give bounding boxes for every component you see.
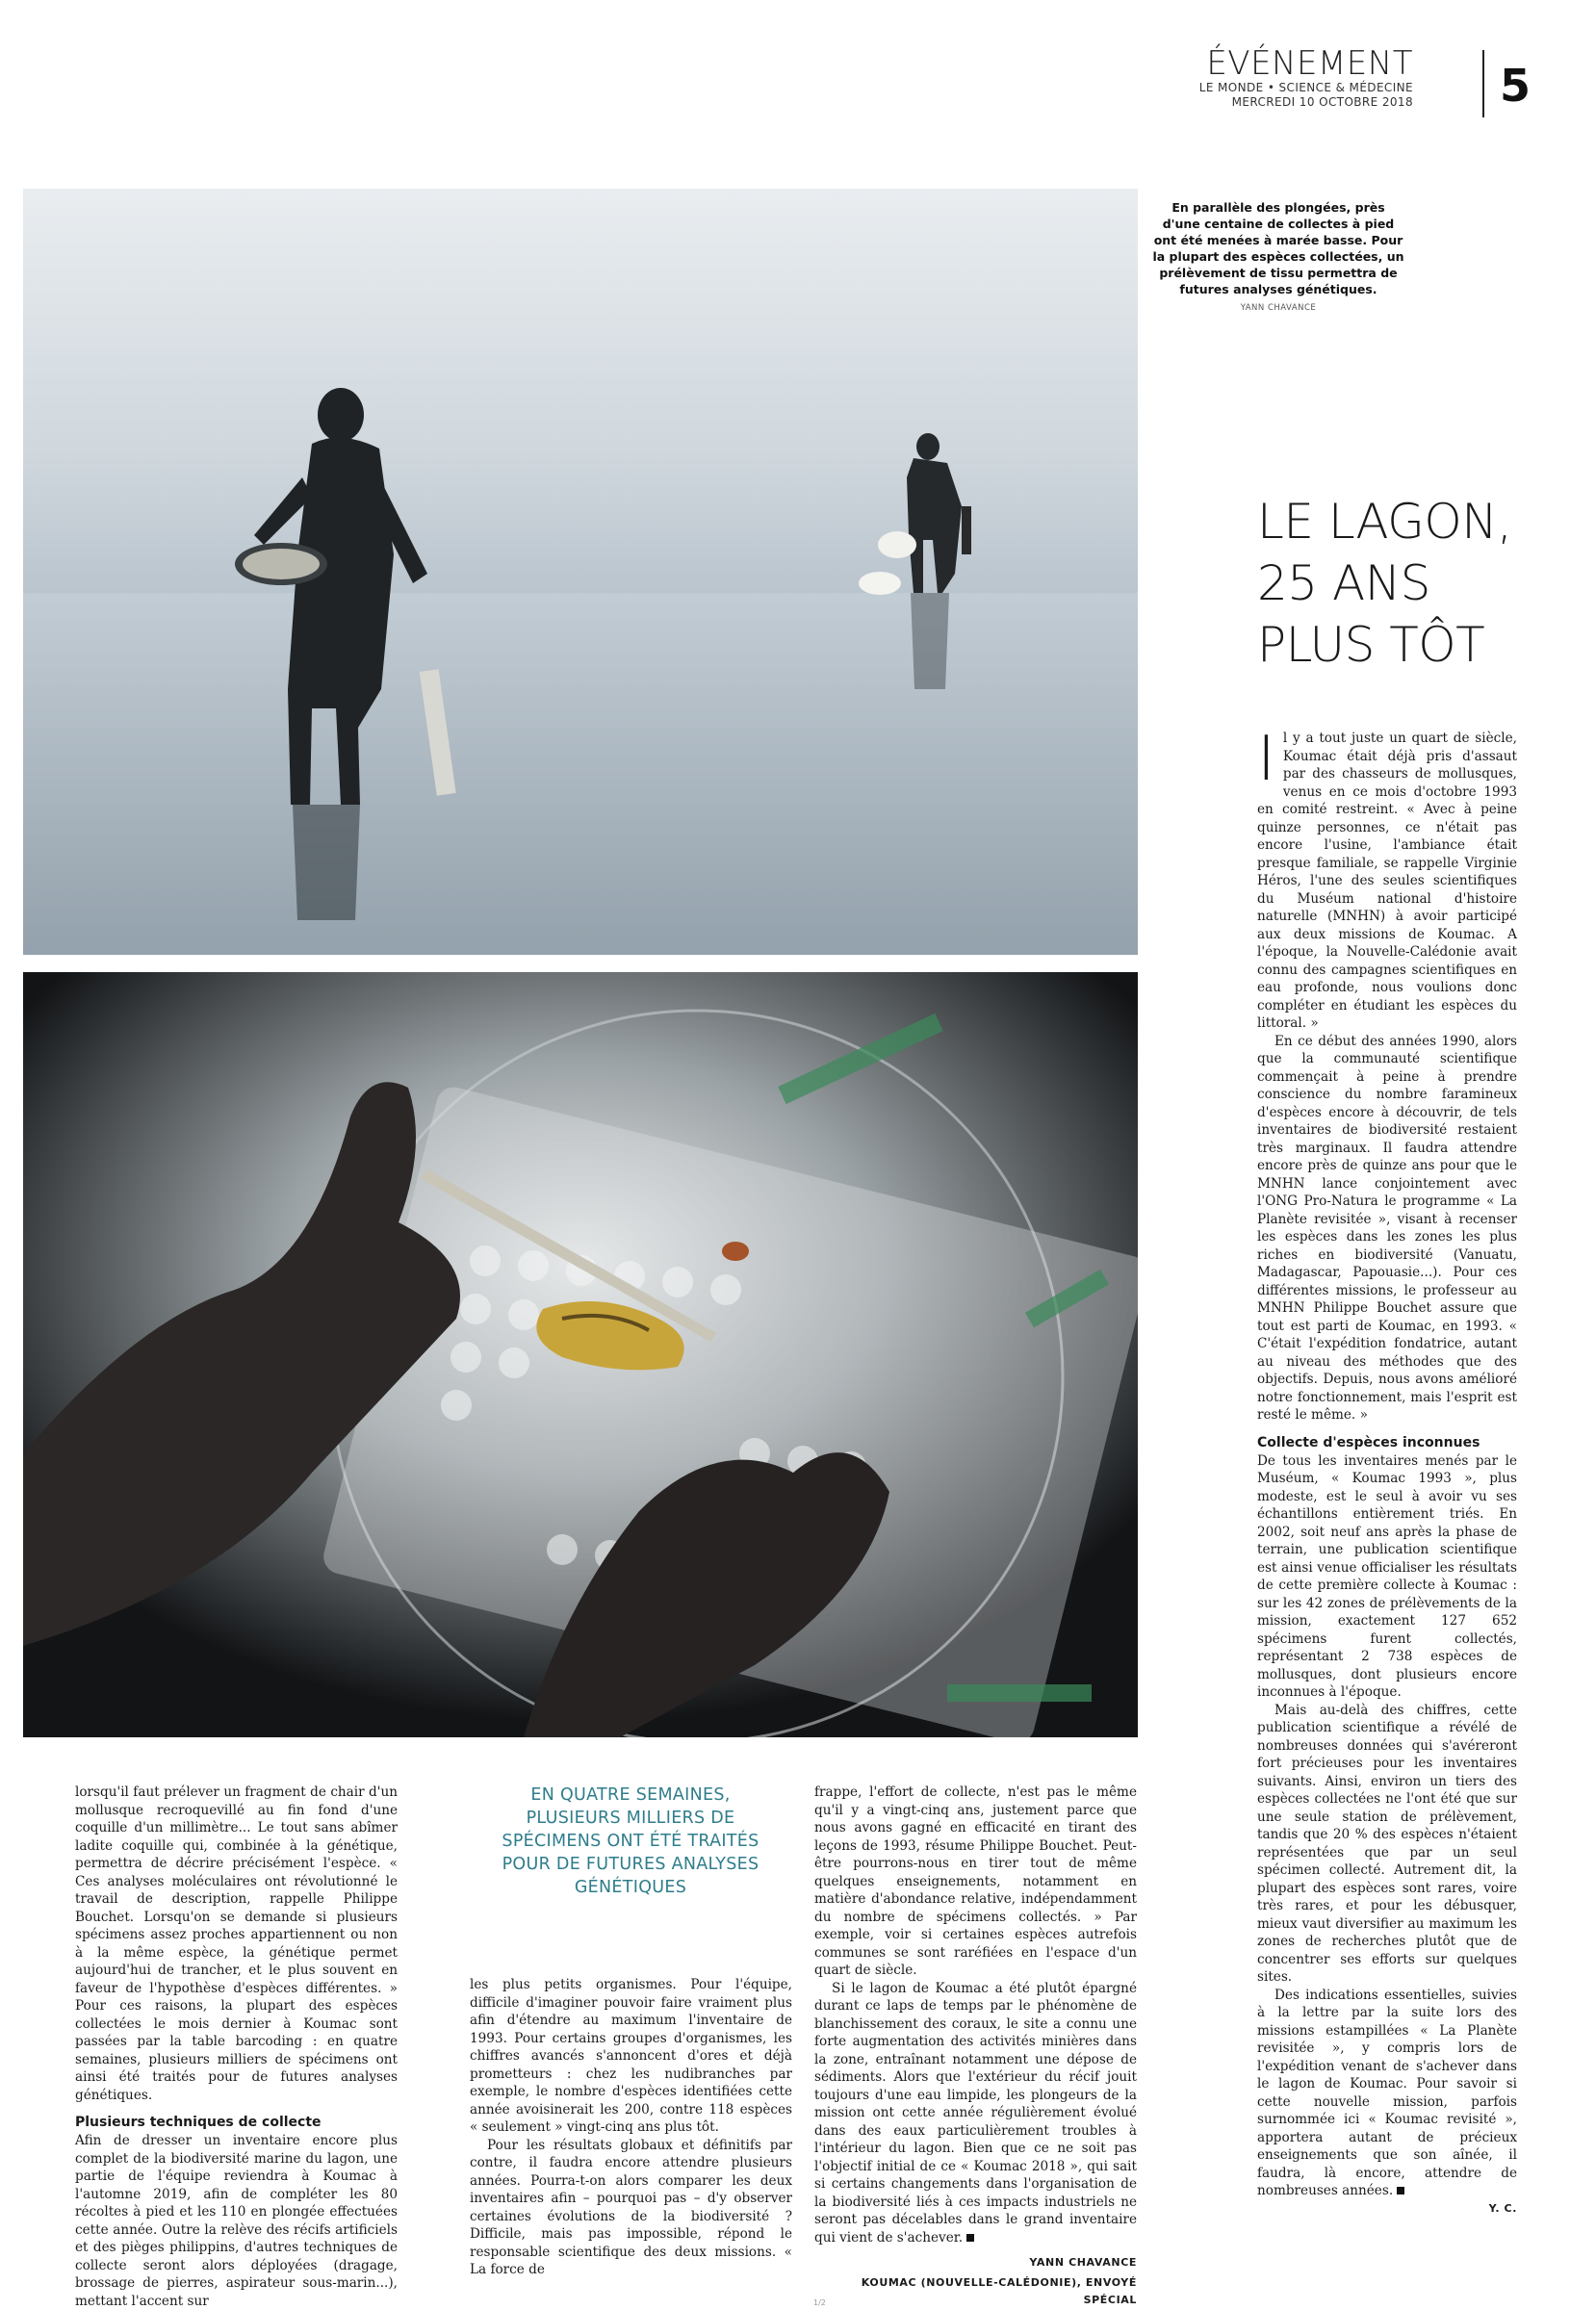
caption-text: En parallèle des plongées, près d'une centaine de collectes à pied ont été menées à marée basse. Pour la plupart des espèces collectées, un prélèvement de tissu permettra de futures analyses génétiques. — [1152, 200, 1404, 296]
photo-specimen-tray — [23, 972, 1138, 1737]
bottom-col1-paragraph-2: Afin de dresser un inventaire encore plus complet de la biodiversité marine du lagon, une partie de l'équipe reviendra à Koumac à l'automne 2019, afin de compléter les 80 récoltes à pied et les 110 en plongée effectuées cette année. Outre la relève des récifs artificiels et des pièges philippins, d'autres techniques de collecte seront alors déployées (dragage, brossage de pierres, aspirateur sous-marin...), mettant l'accent sur — [75, 2133, 398, 2309]
caption-credit: YANN CHAVANCE — [1240, 303, 1317, 313]
bottom-col2-paragraph-1: les plus petits organismes. Pour l'équipe, difficile d'imaginer pouvoir faire vraiment plus afin d'étendre au maximum l'inventaire de 1993. Pour certains groupes d'organismes, les chiffres avancés s'annoncent d'ores et déjà prometteurs : chez les nudibranches par exemple, le nombre d'espèces identifiées cette année avoisinerait les 200, contre 118 espèces « seulement » vingt-cinq ans plus tôt. — [470, 1977, 792, 2135]
bottom-col1-subhead: Plusieurs techniques de collecte — [75, 2115, 322, 2130]
dateline: KOUMAC (NOUVELLE-CALÉDONIE), ENVOYÉ SPÉCIAL — [861, 2275, 1137, 2306]
article-column-bottom-2 — [470, 1976, 792, 2279]
article-paragraph-2: En ce début des années 1990, alors que la communauté scientifique commençait à peine à prendre conscience du nombre faramineux d'espèces encore à découvrir, de tels inventaires de biodiversité restaient très marginaux. Il faudra attendre encore près de quinze ans pour que le MNHN lance conjointement avec l'ONG Pro-Natura le programme « La Planète revisitée », visant à recenser les espèces dans les zones les plus riches en biodiversité (Vanuatu, Madagascar, Papouasie...). Pour ces différentes missions, le professeur au MNHN Philippe Bouchet assure que tout est parti de Koumac, en 1993. « C'était l'expédition fondatrice, autant au niveau des méthodes que des objectifs. Depuis, nous avons amélioré notre fonctionnement, mais l'esprit est resté le même. » — [1257, 1033, 1517, 1423]
photo-lagoon-divers — [23, 189, 1138, 955]
article-paragraph-4: Mais au-delà des chiffres, cette publication scientifique a révélé de nombreuses données qui s'avéreront fort précieuses pour les inventaires suivants. Ainsi, environ un tiers des espèces collectées ne l'ont été que sur une seule station de prélèvement, tandis que 20 % des espèces n'étaient représentées que par un seul spécimen collecté. Autrement dit, la plupart des espèces sont rares, voire très rares, et pour les débusquer, mieux vaut diversifier au maximum les zones de recherches plutôt que de concentrer ses efforts sur quelques sites. — [1257, 1702, 1517, 1985]
article-initials: Y. C. — [1488, 2201, 1517, 2215]
headline-line-1: LE LAGON, — [1257, 494, 1512, 550]
section-title: ÉVÉNEMENT — [1206, 44, 1413, 83]
publication-name: LE MONDE • SCIENCE & MÉDECINE — [1198, 81, 1413, 94]
issue-date: MERCREDI 10 OCTOBRE 2018 — [1231, 95, 1413, 109]
article-paragraph-5: Des indications essentielles, suivies à la lettre par la suite lors des missions estampillées « La Planète revisitée », y compris lors de l'expédition venant de s'achever dans le lagon de Koumac. Pour savoir si cette nouvelle mission, parfois surnommée ici « Koumac revisité », apportera autant de précieux enseignements que son aînée, il faudra, là encore, attendre de nombreuses années. — [1257, 1987, 1517, 2198]
article-column-right — [1257, 724, 1517, 2218]
header-divider — [1482, 50, 1484, 117]
article-paragraph-1: Il y a tout juste un quart de siècle, Koumac était déjà pris d'assaut par des chasseurs de mollusques, venus en ce mois d'octobre 1993 en comité restreint. « Avec à peine quinze personnes, ce n'était pas encore l'usine, l'ambiance était presque familiale, se rappelle Virginie Héros, l'une des seules scientifiques du Muséum national d'histoire naturelle (MNHN) à avoir participé aux deux missions de Koumac. A l'époque, la Nouvelle-Calédonie avait connu des campagnes scientifiques en eau profonde, nous voulions donc compléter en étudiant les espèces du littoral. » — [1257, 724, 1517, 1031]
photo-caption — [1151, 199, 1405, 317]
bottom-col2-paragraph-2: Pour les résultats globaux et définitifs par contre, il faudra encore attendre plusieurs années. Pourra-t-on alors comparer les deux inventaires afin – pourquoi pas – d'y observer certaines évolutions de la biodiversité ? Difficile, mais pas impossible, répond le responsable scientifique des deux missions. « La force de — [470, 2137, 792, 2277]
article-column-bottom-1 — [75, 1784, 398, 2310]
article-headline — [1257, 491, 1546, 676]
headline-line-3: PLUS TÔT — [1257, 617, 1485, 673]
page-number: 5 — [1500, 60, 1532, 112]
author-signature: YANN CHAVANCE — [1029, 2256, 1137, 2269]
dropcap: I — [1257, 724, 1275, 795]
pull-quote: EN QUATRE SEMAINES, PLUSIEURS MILLIERS DE SPÉCIMENS ONT ÉTÉ TRAITÉS POUR DE FUTURES ANALYSES GÉNÉTIQUES — [502, 1785, 759, 1897]
article-column-bottom-3 — [814, 1784, 1137, 2310]
end-mark-icon — [966, 2234, 974, 2242]
bottom-col1-paragraph-1: lorsqu'il faut prélever un fragment de chair d'un mollusque recroquevillé au fin fond d'une coquille d'un millimètre... Le tout sans abîmer ladite coquille qui, combinée à la génétique, permettra de décrire précisément l'espèce. « Ces analyses moléculaires ont révolutionné le travail de description, rappelle Philippe Bouchet. Lorsqu'on se demande si plusieurs spécimens assez proches appartiennent ou non à la même espèce, la génétique permet aujourd'hui de trancher, et le plus souvent en faveur de l'hypothèse d'espèces différentes. » Pour ces raisons, la plupart des espèces collectées le mois dernier à Koumac sont passées par la table barcoding : en quatre semaines, plusieurs milliers de spécimens ont ainsi été traités pour de futures analyses génétiques. — [75, 1784, 398, 2103]
article-subhead-1: Collecte d'espèces inconnues — [1257, 1434, 1480, 1450]
bottom-col3-paragraph-1: frappe, l'effort de collecte, n'est pas le même qu'il y a vingt-cinq ans, justement parce que nous avons gagné en efficacité en tirant des leçons de 1993, résume Philippe Bouchet. Peut-être pourrons-nous en tirer tout de même quelques enseignements, notamment en matière d'abondance relative, indépendamment du nombre de spécimens collectés. » Par exemple, voir si certaines espèces autrefois communes se sont raréfiées en l'espace d'un quart de siècle. — [814, 1784, 1137, 1978]
section-header — [1199, 46, 1413, 110]
folio: 1/2 — [813, 2298, 826, 2307]
article-paragraph-3: De tous les inventaires menés par le Muséum, « Koumac 1993 », plus modeste, est le seul à avoir vu ses échantillons entièrement triés. En 2002, soit neuf ans après la phase de terrain, une publication scientifique est ainsi venue officialiser les résultats de cette première collecte à Koumac : sur les 42 zones de prélèvements de la mission, exactement 127 652 spécimens furent collectés, représentant 2 738 espèces de mollusques, dont plusieurs encore inconnues à l'époque. — [1257, 1452, 1517, 1700]
end-mark-icon — [1397, 2187, 1404, 2194]
headline-line-2: 25 ANS — [1257, 555, 1430, 611]
bottom-col3-paragraph-2: Si le lagon de Koumac a été plutôt épargné durant ce laps de temps par le phénomène de blanchissement des coraux, le site a connu une forte augmentation des activités minières dans la zone, entraînant notamment une dépose de sédiments. Alors que l'extérieur du récif jouit toujours d'une eau limpide, les plongeurs de la mission ont cette année régulièrement évolué dans des eaux particulièrement troubles à l'intérieur du lagon. Bien que ce ne soit pas l'objectif initial de ce « Koumac 2018 », qui sait si certains changements dans l'organisation de la biodiversité liés à ces impacts industriels ne seront pas décelables dans le grand inventaire qui vient de s'achever. — [814, 1980, 1137, 2246]
